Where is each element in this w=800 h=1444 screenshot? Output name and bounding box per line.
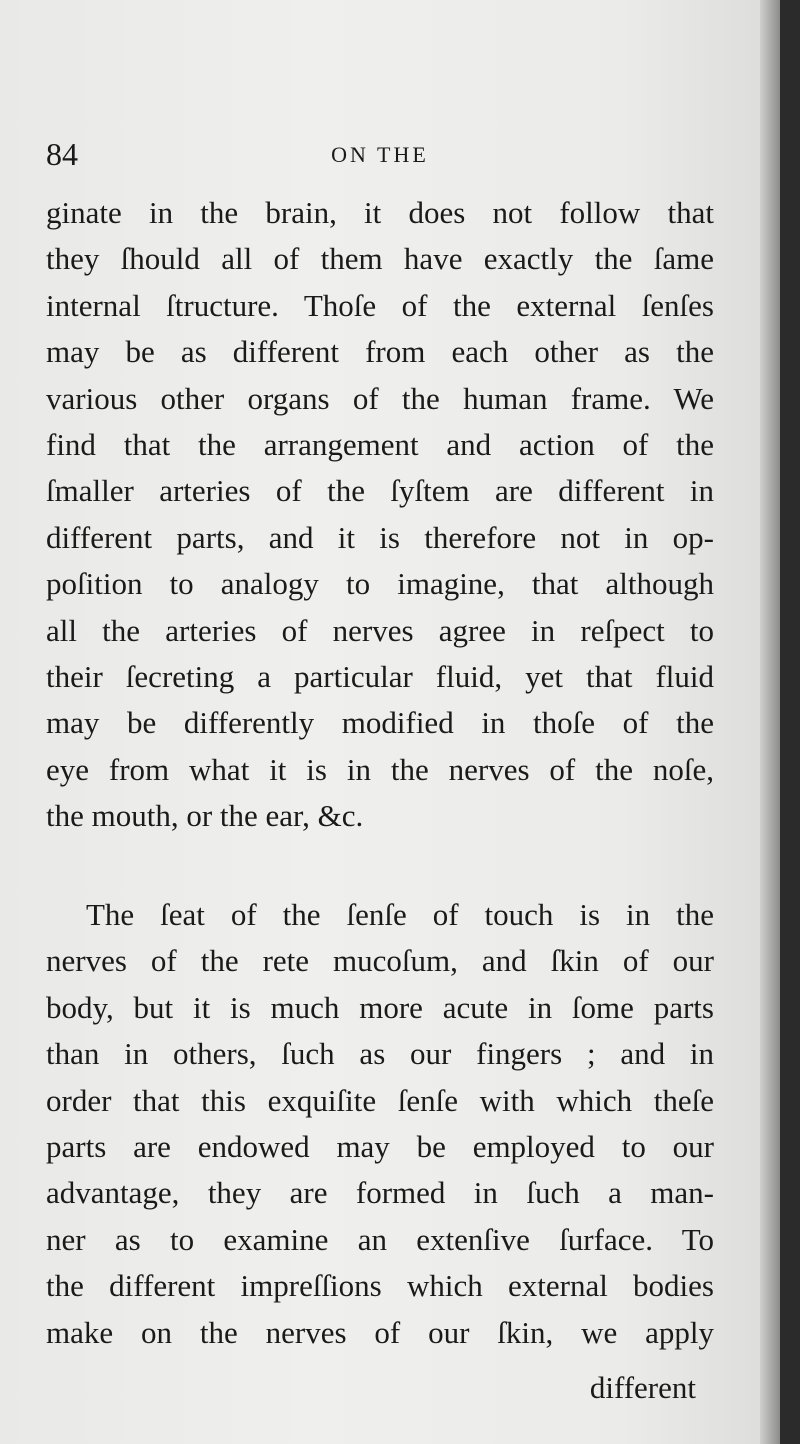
text-line: nerves of the rete mucoſum, and ſkin of our [46, 943, 714, 979]
text-line: eye from what it is in the nerves of the noſe, [46, 751, 714, 787]
running-head: ON THE [331, 142, 429, 167]
paragraph-1 [46, 190, 714, 840]
text-line: they ſhould all of them have exactly the ſame [46, 241, 714, 277]
catchword: different [589, 1370, 696, 1405]
text-line: all the arteries of nerves agree in reſpect to [46, 612, 714, 648]
text-line: their ſecreting a particular fluid, yet that fluid [46, 659, 714, 695]
text-line: various other organs of the human frame. We [46, 380, 714, 416]
text-line: The ſeat of the ſenſe of touch is in the [86, 897, 714, 932]
text-line: body, but it is much more acute in ſome parts [46, 989, 714, 1025]
text-line: than in others, ſuch as our fingers ; and in [46, 1036, 714, 1072]
page-edge-shadow [760, 0, 780, 1444]
page-header [46, 136, 714, 176]
text-line: internal ſtructure. Thoſe of the external ſenſes [46, 287, 714, 323]
text-line: find that the arrangement and action of the [46, 427, 714, 463]
text-line: may be as different from each other as the [46, 334, 714, 370]
text-line: may be differently modified in thoſe of the [46, 705, 714, 741]
text-line: advantage, they are formed in ſuch a man- [46, 1175, 714, 1211]
text-line: poſition to analogy to imagine, that although [46, 566, 714, 602]
page-number: 84 [46, 136, 78, 172]
text-line: ſmaller arteries of the ſyſtem are different in [46, 473, 714, 509]
text-line: ner as to examine an extenſive ſurface. To [46, 1221, 714, 1257]
text-line: parts are endowed may be employed to our [46, 1129, 714, 1165]
paragraph-2 [46, 892, 714, 1356]
text-line: ginate in the brain, it does not follow that [46, 195, 714, 230]
text-line: order that this exquiſite ſenſe with which theſe [46, 1082, 714, 1118]
text-line: the mouth, or the ear, &c. [46, 798, 364, 834]
text-line: make on the nerves of our ſkin, we apply [46, 1314, 714, 1350]
text-line: the different impreſſions which external bodies [46, 1268, 714, 1304]
text-line: different parts, and it is therefore not in op- [46, 519, 714, 555]
